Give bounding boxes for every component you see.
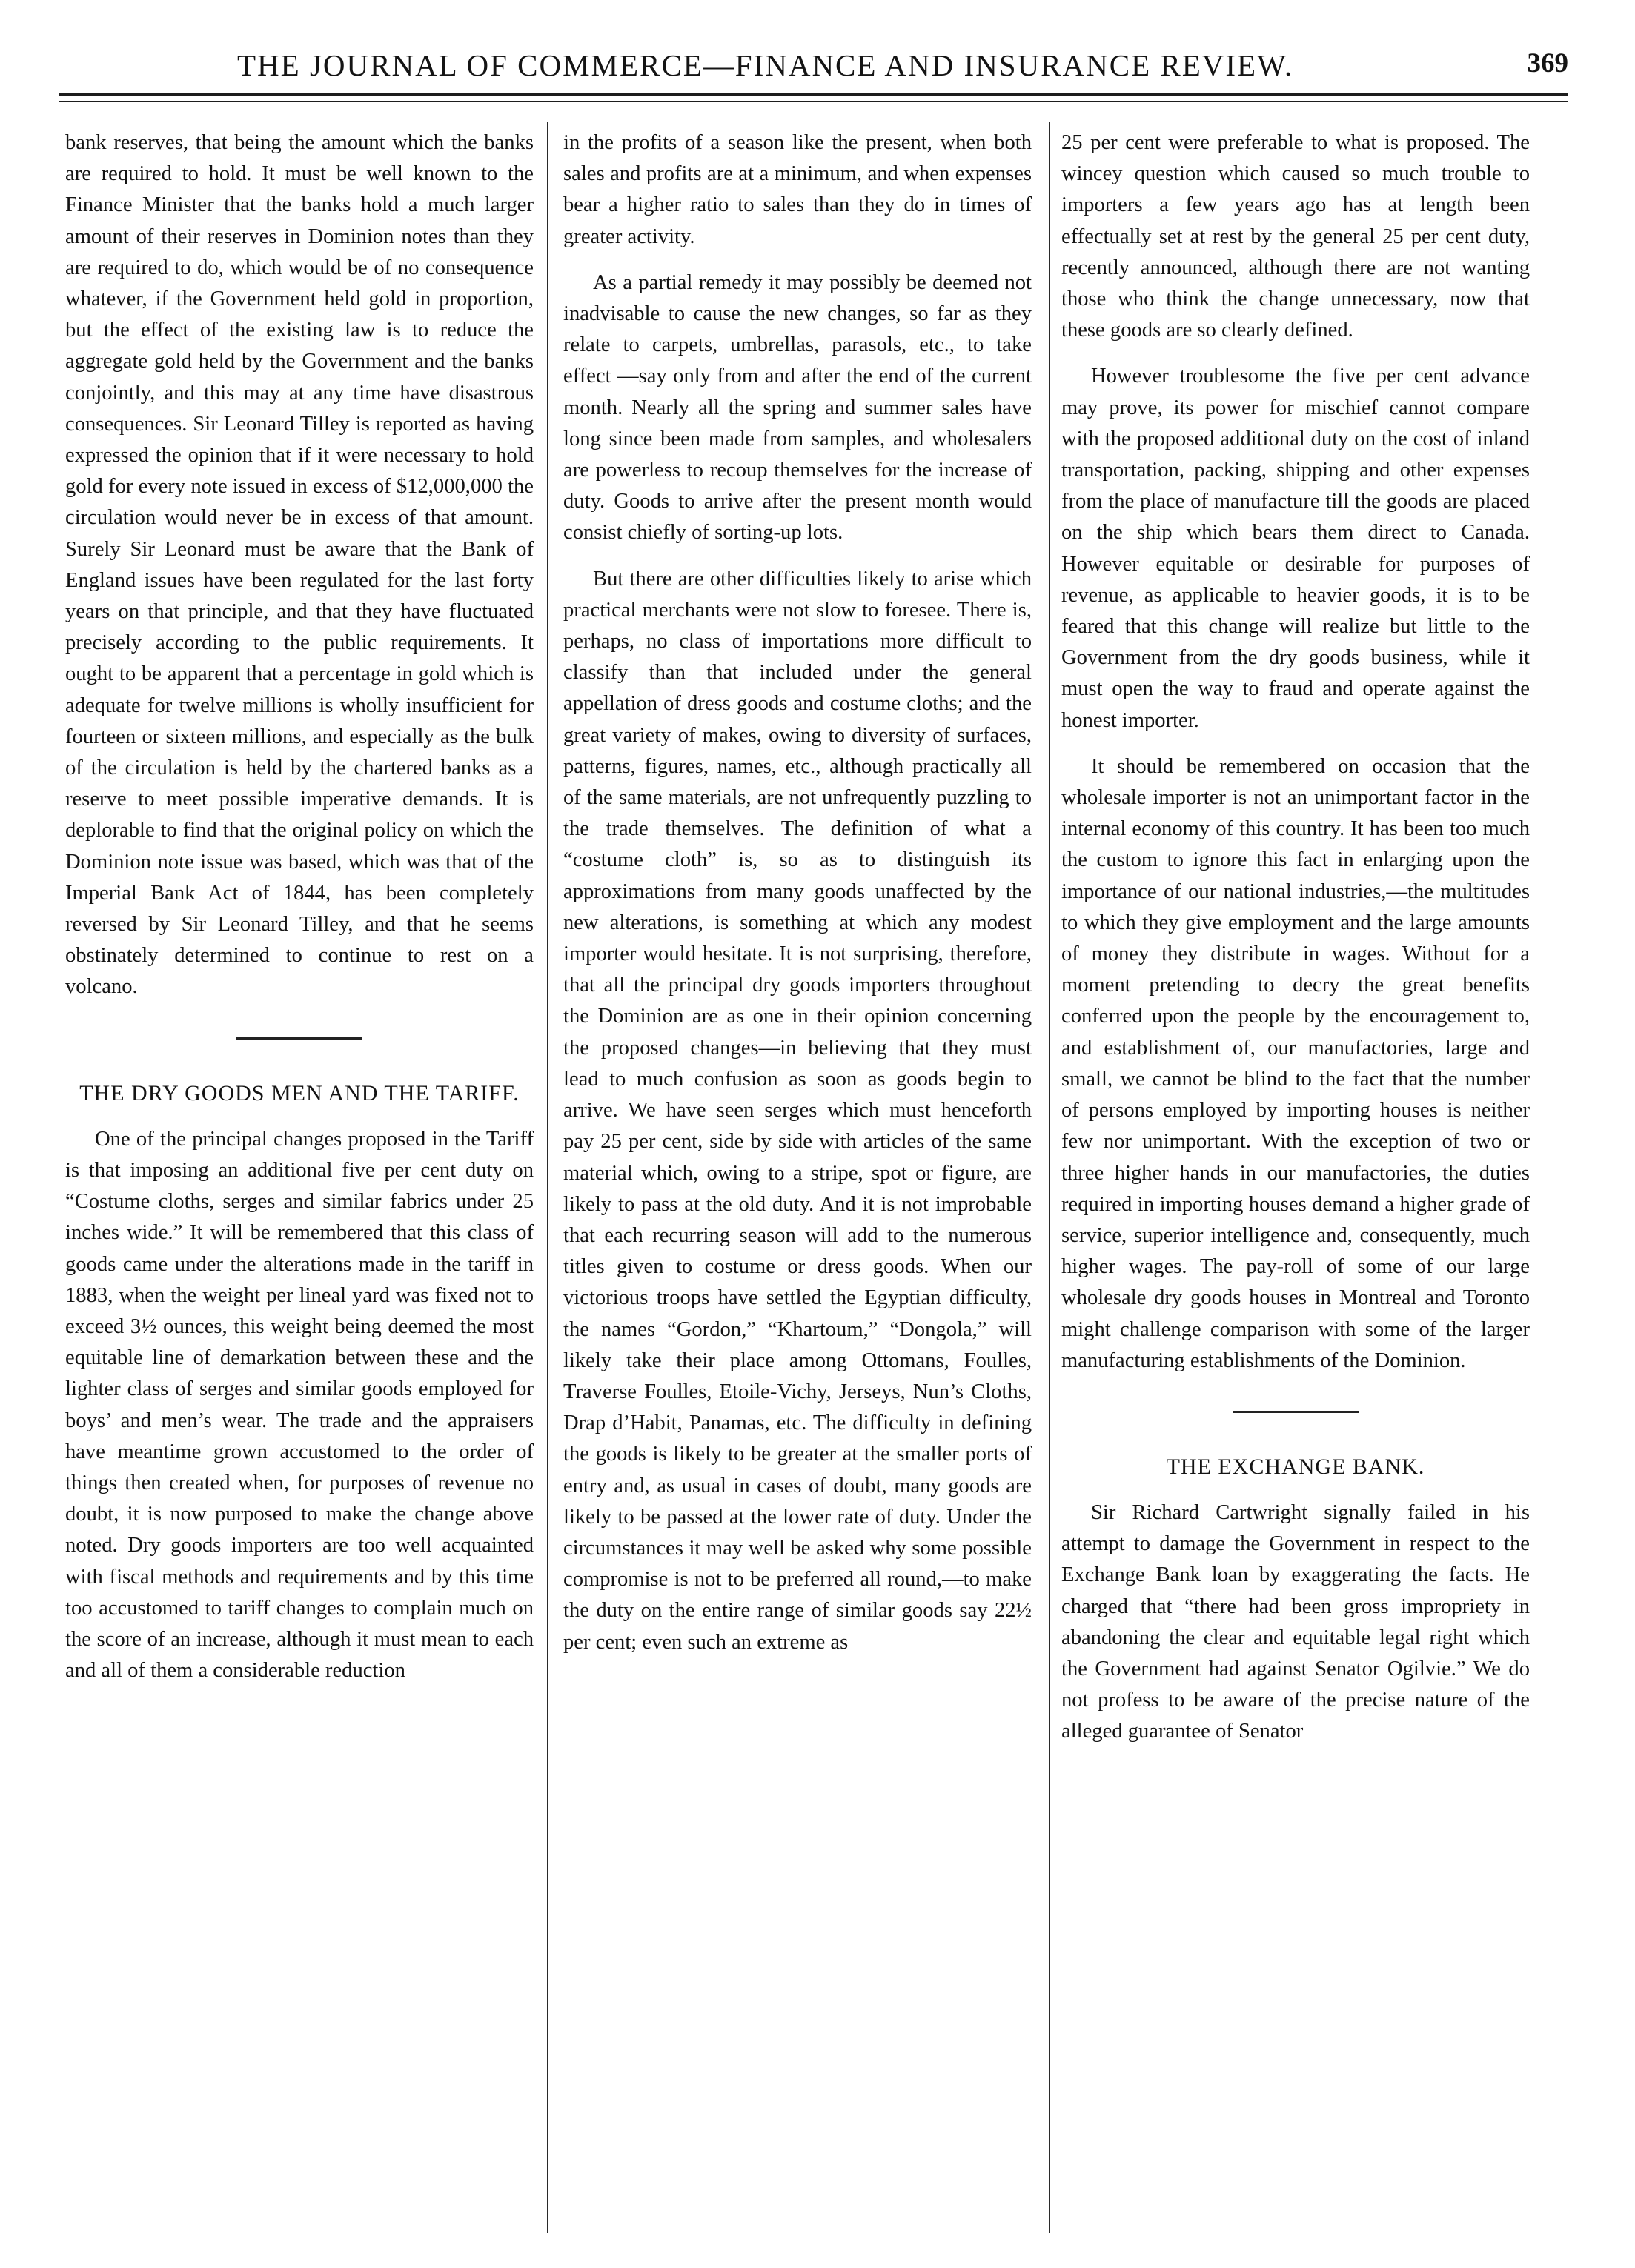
header-rule — [59, 93, 1568, 96]
paragraph: 25 per cent were preferable to what is proposed. The wincey question which caused so much trouble to importers a few years ago has at length been effectually set at rest by the general 25 per cent duty, recently announced, although there are not wanting those who think the change unnecessary, now that these goods are so clearly defined. — [1061, 131, 1530, 342]
section-divider — [1233, 1411, 1359, 1413]
paragraph: bank reserves, that being the amount which the banks are required to hold. It must be well known to the Finance Minister that the banks hold a much larger amount of their reserves in Dominion notes than they are required to do, which would be of no consequence whatever, if the Government held gold in proportion, but the effect of the existing law is to reduce the aggregate gold held by the Government and the banks conjointly, and this may at any time have disastrous consequences. Sir Leonard Tilley is reported as having expressed the opinion that if it were necessary to hold gold for every note issued in excess of $12,000,000 the circulation would never be in excess of that amount. Surely Sir Leonard must be aware that the Bank of England issues have been regulated for the last forty years on that principle, and that they have fluctuated precisely according to the public requirements. It ought to be apparent that a percentage in gold which is adequate for twelve millions is wholly insufficient for fourteen or sixteen millions, and especially as the bulk of the circulation is held by the chartered banks as a reserve to meet possible imperative demands. It is deplorable to find that the original policy on which the Dominion note issue was based, which was that of the Imperial Bank Act of 1844, has been completely reversed by Sir Leonard Tilley, and that he seems obstinately determined to continue to rest on a volcano. — [65, 131, 534, 999]
paragraph: One of the principal changes proposed in the Tariff is that imposing an additional five per cent duty on “Costume cloths, serges and similar fabrics under 25 inches wide.” It will be remembered that this class of goods came under the alterations made in the tariff in 1883, when the weight per lineal yard was fixed not to exceed 3½ ounces, this weight being deemed the most equitable line of demarkation between these and the lighter class of serges and similar goods employed for boys’ and men’s wear. The trade and the appraisers have meantime grown accustomed to the order of things then created when, for purposes of revenue no doubt, it is now purposed to make the change above noted. Dry goods importers are too well acquainted with fiscal methods and requirements and by this time too accustomed to tariff changes to complain much on the score of an increase, although it must mean to each and all of them a considerable reduction — [65, 1127, 534, 1683]
text-column-2 — [563, 127, 1032, 1658]
header-rule-thin — [59, 101, 1568, 102]
section-heading: THE DRY GOODS MEN AND THE TARIFF. — [79, 1080, 520, 1105]
page-number: 369 — [1527, 48, 1568, 79]
paragraph: It should be remembered on occasion that the wholesale importer is not an unimportant factor in the internal economy of this country. It has been too much the custom to ignore this fact in enlarging upon the importance of our national industries,—the multitudes to which they give employment and the large amounts of money they distribute in wages. Without for a moment pretending to decry the great benefits conferred upon the people by the encouragement to, and establishment of, our manufactories, large and small, we cannot be blind to the fact that the number of persons employed by importing houses is neither few nor unimportant. With the exception of two or three higher hands in our manufactories, the duties required in importing houses demand a higher grade of service, superior intelligence and, consequently, much higher wages. The pay-roll of some of our large wholesale dry goods houses in Montreal and Toronto might challenge comparison with some of the larger manufacturing establishments of the Dominion. — [1061, 754, 1530, 1372]
paragraph: However troublesome the five per cent advance may prove, its power for mischief cannot compare with the proposed additional duty on the cost of inland transportation, packing, shipping and other expenses from the place of manufacture till the goods are placed on the ship which bears them direct to Canada. However equitable or desirable for purposes of revenue, as applicable to heavier goods, it is to be feared that this change will realize but little to the Government from the dry goods business, while it must open the way to fraud and operate against the honest importer. — [1061, 365, 1530, 732]
section-heading: THE EXCHANGE BANK. — [1166, 1454, 1425, 1479]
paragraph: As a partial remedy it may possibly be deemed not inadvisable to cause the new changes, so far as they relate to carpets, umbrellas, parasols, etc., to take effect —say only from and after the end of the current month. Nearly all the spring and summer sales have long since been made from samples, and wholesalers are powerless to recoup themselves for the increase of duty. Goods to arrive after the present month would consist chiefly of sorting-up lots. — [563, 270, 1032, 545]
text-column-3 — [1061, 127, 1530, 1748]
text-column-1 — [65, 127, 534, 1686]
section-divider — [236, 1037, 362, 1040]
column-divider — [1049, 122, 1050, 2233]
column-divider — [547, 122, 548, 2233]
paragraph: But there are other difficulties likely to arise which practical merchants were not slow to foresee. There is, perhaps, no class of importations more difficult to classify than that included under the general appellation of dress goods and costume cloths; and the great variety of makes, owing to diversity of surfaces, patterns, figures, names, etc., although practically all of the same materials, are not unfrequently puzzling to the trade themselves. The definition of what a “costume cloth” is, so as to distinguish its approximations from many goods unaffected by the new alterations, is something at which any modest importer would hesitate. It is not surprising, therefore, that all the principal dry goods importers throughout the Dominion are as one in their opinion concerning the proposed changes—in believing that they must lead to much confusion as soon as goods begin to arrive. We have seen serges which must henceforth pay 25 per cent, side by side with articles of the same material which, owing to a stripe, spot or figure, are likely to pass at the old duty. And it is not improbable that each recurring season will add to the numerous titles given to costume or dress goods. When our victorious troops have settled the Egyptian difficulty, the names “Gordon,” “Khartoum,” “Dongola,” will likely take their place among Ottomans, Foulles, Traverse Foulles, Etoile-Vichy, Jerseys, Nun’s Cloths, Drap d’Habit, Panamas, etc. The difficulty in defining the goods is likely to be greater at the smaller ports of entry and, as usual in cases of doubt, many goods are likely to be passed at the lower rate of duty. Under the circumstances it may well be asked why some possible compromise is not to be preferred all round,—to make the duty on the entire range of similar goods say 22½ per cent; even such an extreme as — [563, 567, 1032, 1654]
journal-title: THE JOURNAL OF COMMERCE—FINANCE AND INSURANCE REVIEW. — [237, 48, 1294, 82]
paragraph: Sir Richard Cartwright signally failed in his attempt to damage the Government in respect to the Exchange Bank loan by exaggerating the facts. He charged that “there had been gross impropriety in abandoning the clear and equitable legal right which the Government had against Senator Ogilvie.” We do not profess to be aware of the precise nature of the alleged guarantee of Senator — [1061, 1500, 1530, 1743]
paragraph: in the profits of a season like the present, when both sales and profits are at a minimum, and when expenses bear a higher ratio to sales than they do in times of greater activity. — [563, 131, 1032, 248]
